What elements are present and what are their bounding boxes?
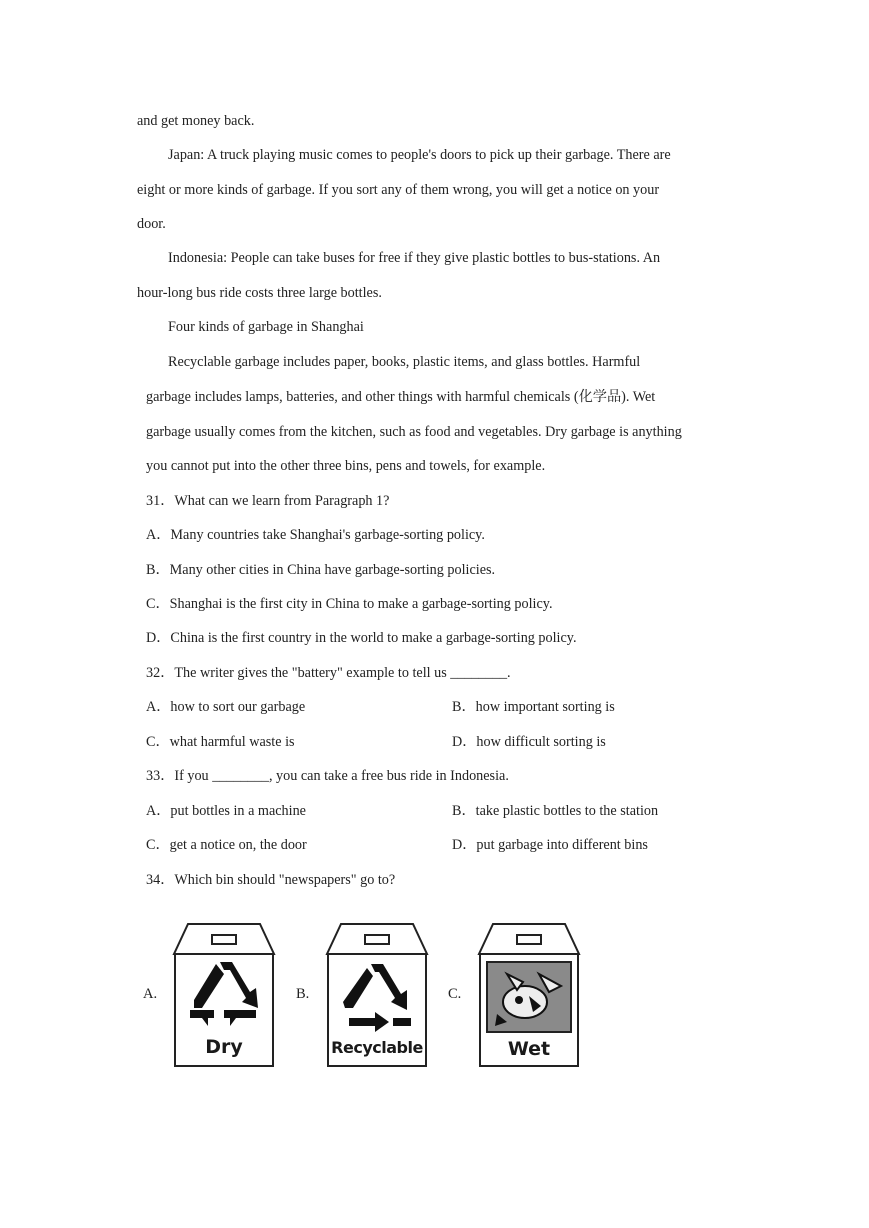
option-c[interactable]: C．Shanghai is the first city in China to make a garbage-sorting policy. bbox=[146, 596, 553, 612]
option-d[interactable]: D．how difficult sorting is bbox=[452, 734, 606, 750]
choice-c-letter[interactable]: C. bbox=[448, 986, 462, 1002]
option-d[interactable]: D．put garbage into different bins bbox=[452, 837, 648, 853]
passage-line: Indonesia: People can take buses for free if they give plastic bottles to bus-stations. An bbox=[168, 250, 661, 266]
option-d[interactable]: D．China is the first country in the world to make a garbage-sorting policy. bbox=[146, 630, 577, 646]
passage-line: you cannot put into the other three bins, pens and towels, for example. bbox=[146, 458, 546, 474]
option-b[interactable]: B．take plastic bottles to the station bbox=[452, 803, 659, 819]
passage-line: hour-long bus ride costs three large bottles. bbox=[137, 285, 382, 301]
passage-line: eight or more kinds of garbage. If you sort any of them wrong, you will get a notice on your bbox=[137, 182, 660, 198]
question-stem: 31．What can we learn from Paragraph 1? bbox=[146, 493, 390, 509]
choice-b-letter[interactable]: B. bbox=[296, 986, 310, 1002]
question-stem: 33．If you ________, you can take a free bus ride in Indonesia. bbox=[146, 768, 509, 784]
recyclable-bin[interactable] bbox=[325, 922, 429, 1068]
question-stem: 32．The writer gives the "battery" example to tell us ________. bbox=[146, 665, 511, 681]
passage-line: garbage usually comes from the kitchen, such as food and vegetables. Dry garbage is anything bbox=[146, 424, 682, 440]
passage-line: Japan: A truck playing music comes to people's doors to pick up their garbage. There are bbox=[168, 147, 671, 163]
option-c[interactable]: C．get a notice on, the door bbox=[146, 837, 307, 853]
passage-line: Recyclable garbage includes paper, books, plastic items, and glass bottles. Harmful bbox=[168, 354, 641, 370]
option-a[interactable]: A．put bottles in a machine bbox=[146, 803, 306, 819]
bin-label: Recyclable bbox=[331, 1038, 423, 1057]
passage-line: door. bbox=[137, 216, 166, 232]
option-b[interactable]: B．Many other cities in China have garbage-sorting policies. bbox=[146, 562, 496, 578]
choice-a-letter[interactable]: A. bbox=[143, 986, 158, 1002]
option-c[interactable]: C．what harmful waste is bbox=[146, 734, 295, 750]
section-heading: Four kinds of garbage in Shanghai bbox=[168, 319, 364, 335]
option-a[interactable]: A．how to sort our garbage bbox=[146, 699, 306, 715]
passage-line: and get money back. bbox=[137, 113, 255, 129]
wet-bin[interactable] bbox=[477, 922, 581, 1068]
question-stem: 34．Which bin should "newspapers" go to? bbox=[146, 872, 396, 888]
option-b[interactable]: B．how important sorting is bbox=[452, 699, 615, 715]
bin-label: Wet bbox=[507, 1038, 551, 1060]
option-a[interactable]: A．Many countries take Shanghai's garbage-sorting policy. bbox=[146, 527, 485, 543]
passage-line: garbage includes lamps, batteries, and other things with harmful chemicals (化学品). Wet bbox=[146, 389, 656, 405]
dry-bin[interactable] bbox=[172, 922, 276, 1068]
bin-label: Dry bbox=[205, 1036, 243, 1058]
